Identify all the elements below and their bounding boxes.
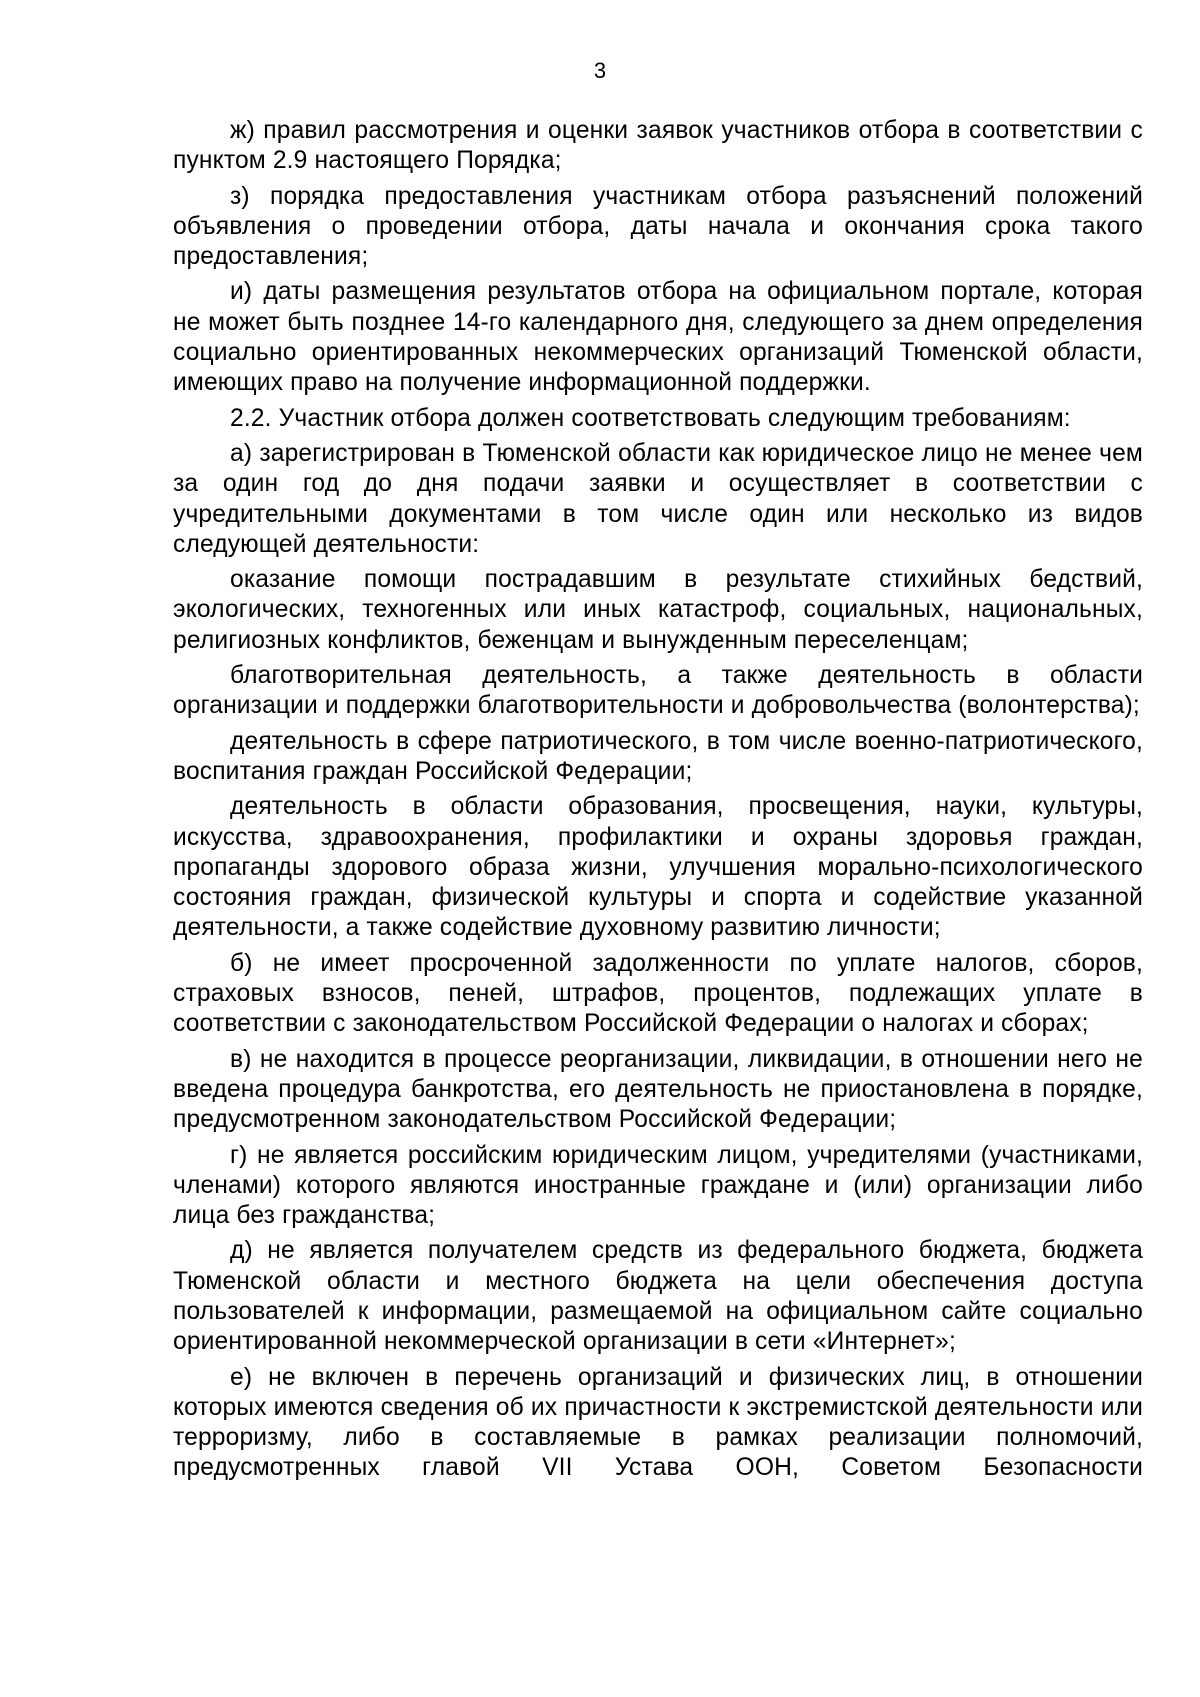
paragraph-e: е) не включен в перечень организаций и физических лиц, в отношении которых имеются сведения об их причастности к экстремистской деятельности или терроризму, либо в составляемые в рамках реализации полномочий, предусмотренных главой VII Устава ООН, Советом Безопасности [173,1363,1143,1482]
paragraph-b: б) не имеет просроченной задолженности по уплате налогов, сборов, страховых взносов, пеней, штрафов, процентов, подлежащих уплате в соответствии с законодательством Российской Федерации о налогах и сборах; [173,949,1143,1038]
paragraph-i: и) даты размещения результатов отбора на официальном портале, которая не может быть позднее 14-го календарного дня, следующего за днем определения социально ориентированных некоммерческих организаций Тюменской области, имеющих право на получение информационной поддержки. [173,278,1143,397]
paragraph-v: в) не находится в процессе реорганизации, ликвидации, в отношении него не введена процедура банкротства, его деятельность не приостановлена в порядке, предусмотренном законодательством Российской Федерации; [173,1045,1143,1134]
page-number: 3 [593,58,607,83]
paragraph-activity-education: деятельность в области образования, просвещения, науки, культуры, искусства, здравоохранения, профилактики и охраны здоровья граждан, пропаганды здорового образа жизни, улучшения морально-психологического состояния граждан, физической культуры и спорта и содействие указанной деятельности, а также содействие духовному развитию личности; [173,793,1143,942]
paragraph-a: а) зарегистрирован в Тюменской области как юридическое лицо не менее чем за один год до дня подачи заявки и осуществляет в соответствии с учредительными документами в том числе один или несколько из видов следующей деятельности: [173,439,1143,558]
paragraph-d: д) не является получателем средств из федерального бюджета, бюджета Тюменской области и местного бюджета на цели обеспечения доступа пользователей к информации, размещаемой на официальном сайте социально ориентированной некоммерческой организации в сети «Интернет»; [173,1237,1143,1356]
paragraph-activity-aid: оказание помощи пострадавшим в результате стихийных бедствий, экологических, техногенных или иных катастроф, социальных, национальных, религиозных конфликтов, беженцам и вынужденным переселенцам; [173,566,1143,654]
paragraph-activity-patriotic: деятельность в сфере патриотического, в том числе военно-патриотического, воспитания граждан Российской Федерации; [173,727,1143,785]
paragraph-activity-charity: благотворительная деятельность, а также деятельность в области организации и поддержки благотворительности и добровольчества (волонтерства); [173,662,1143,720]
paragraph-2-2: 2.2. Участник отбора должен соответствовать следующим требованиям: [230,404,1071,432]
document-body [173,116,1143,1489]
paragraph-g: г) не является российским юридическим лицом, учредителями (участниками, членами) которого являются иностранные граждане и (или) организации либо лица без гражданства; [173,1141,1143,1230]
paragraph-z: з) порядка предоставления участникам отбора разъяснений положений объявления о проведении отбора, даты начала и окончания срока такого предоставления; [173,182,1143,271]
paragraph-zh: ж) правил рассмотрения и оценки заявок участников отбора в соответствии с пунктом 2.9 настоящего Порядка; [173,117,1143,175]
